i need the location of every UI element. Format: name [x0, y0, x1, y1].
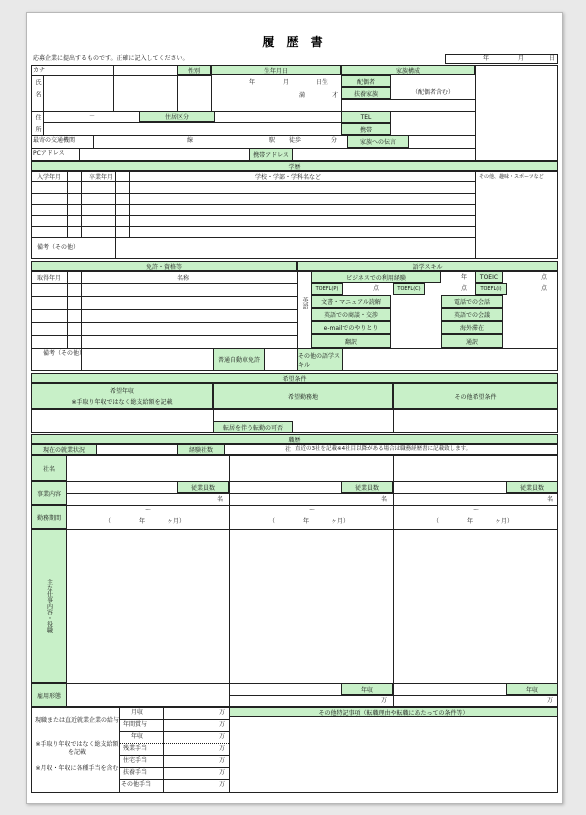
housing-unit: 万	[219, 757, 226, 764]
abroad-label: 海外滞在	[441, 321, 503, 334]
monthly-unit: 万	[219, 709, 226, 716]
birth-month: 月	[283, 79, 290, 86]
period-open-2: （	[269, 518, 276, 525]
english-label: 英語	[301, 297, 308, 309]
family-allowance-unit: 万	[219, 769, 226, 776]
period-month-1: ヶ月）	[167, 518, 186, 525]
relocation-label: 転居を伴う転勤の可否	[213, 421, 293, 433]
annual-label-1: 年収	[341, 683, 393, 695]
page-title: 履 歴 書	[262, 35, 327, 49]
employees-unit-1: 名	[217, 496, 224, 503]
station-suffix: 駅	[269, 137, 276, 144]
toeic-points: 点	[541, 274, 548, 281]
gender-input[interactable]	[178, 76, 210, 110]
duties-label: 主な仕事内容・役職	[31, 529, 67, 683]
business-content-label: 事業内容	[31, 481, 67, 505]
overtime-unit: 万	[219, 745, 226, 752]
mobile-address-label: 携帯アドレス	[249, 148, 293, 161]
negotiation-label: 英語での商談・交渉	[311, 308, 391, 321]
companies-count-label: 経験社数	[177, 444, 225, 455]
family-header: 家族構成	[341, 65, 475, 75]
period-year-3: 年	[467, 518, 474, 525]
annual-label-2: 年収	[506, 683, 558, 695]
employees-label-1: 従業員数	[177, 481, 229, 493]
period-tilde-1: ～	[145, 507, 152, 514]
phone-conversation-label: 電話での会話	[441, 295, 503, 308]
career-note: 直近の3社を記載※4社目以降がある場合は職務経歴書に記載致します。	[295, 446, 472, 452]
desired-salary-label	[31, 383, 213, 409]
date-month: 月	[518, 55, 525, 62]
docs-reading-label: 文書・マニュアル読解	[311, 295, 391, 308]
kana-label: カナ	[33, 67, 46, 74]
bonus-label: 年間賞与	[123, 721, 148, 728]
toefl-i-label: TOEFL(i)	[475, 283, 507, 295]
current-status-label: 現在の就業状況	[31, 444, 97, 455]
annual-unit-2: 万	[547, 697, 554, 704]
dependents-label: 扶養家族	[341, 87, 391, 99]
toefl-i-points: 点	[541, 285, 548, 292]
bonus-unit: 万	[219, 721, 226, 728]
monthly-label: 月収	[131, 709, 144, 716]
desired-header: 希望条件	[31, 373, 558, 383]
annual-salary-label: 年収	[131, 733, 144, 740]
hobbies-column: その他、趣味・スポーツなど	[479, 174, 544, 180]
period-open-1: （	[105, 518, 112, 525]
resume-sheet	[26, 12, 563, 804]
minutes-label: 分	[331, 137, 338, 144]
period-month-3: ヶ月）	[495, 518, 514, 525]
address-label: 住 所	[34, 114, 41, 132]
graduate-column: 卒業年月	[89, 174, 114, 181]
period-tilde-2: ～	[309, 507, 316, 514]
postal-dash: －	[89, 113, 96, 120]
age-full: 満	[299, 92, 306, 99]
acquired-column: 取得年月	[37, 275, 62, 282]
name-input[interactable]	[44, 76, 112, 110]
residence-type-label: 住居区分	[139, 111, 215, 122]
entry-column: 入学年月	[37, 174, 62, 181]
period-year-1: 年	[139, 518, 146, 525]
companies-count-unit: 社	[285, 446, 292, 453]
desired-location-label: 希望勤務地	[213, 383, 393, 409]
salary-note-2: ※月収・年収に各種手当を含む	[35, 765, 119, 772]
email-label: e-mailでのやりとり	[311, 321, 391, 334]
toefl-c-label: TOEFL(C)	[393, 283, 425, 295]
salary-note-1: ※手取り年収ではなく総支給額を記載	[35, 741, 119, 756]
dependents-note: （配偶者含む）	[412, 89, 455, 96]
overtime-label: 残業手当	[123, 745, 148, 752]
licenses-header: 免許・資格等	[31, 261, 297, 271]
gender-header: 性別	[177, 65, 211, 75]
other-allowance-unit: 万	[219, 781, 226, 788]
toefl-p-points: 点	[373, 285, 380, 292]
language-header: 語学スキル	[297, 261, 558, 271]
other-allowance-label: その他手当	[121, 781, 152, 788]
business-year: 年	[461, 274, 468, 281]
family-allowance-label: 扶養手当	[123, 769, 148, 776]
employment-type-label: 雇用形態	[31, 683, 67, 707]
desired-other-label: その他希望条件	[393, 383, 558, 409]
age-unit: 才	[332, 92, 339, 99]
other-notes-input[interactable]	[230, 718, 557, 792]
interpretation-label: 通訳	[441, 334, 503, 348]
meeting-label: 英語での会議	[441, 308, 503, 321]
period-month-2: ヶ月）	[331, 518, 350, 525]
desired-salary-note: ※手取り年収ではなく総支給額を記載	[71, 399, 173, 406]
birth-header: 生年月日	[211, 65, 341, 75]
desired-salary-title: 希望年収	[109, 388, 134, 395]
translation-label: 翻訳	[311, 334, 391, 348]
desired-input-area[interactable]	[31, 409, 558, 433]
housing-label: 住宅手当	[123, 757, 148, 764]
employees-unit-2: 名	[381, 496, 388, 503]
toefl-p-label: TOEFL(P)	[311, 283, 343, 295]
instruction-text: 応募企業に提出するものです。正確に記入してください。	[33, 55, 189, 62]
business-use-label: ビジネスでの利用経験	[311, 271, 441, 283]
walk-label: 徒歩	[289, 137, 302, 144]
employees-label-3: 従業員数	[506, 481, 558, 493]
date-year: 年	[483, 55, 490, 62]
spouse-label: 配偶者	[341, 75, 391, 87]
toefl-c-points: 点	[461, 285, 468, 292]
date-day: 日	[549, 55, 556, 62]
period-year-2: 年	[303, 518, 310, 525]
tel-label: TEL	[341, 111, 391, 123]
education-remarks-label: 備考（その他）	[37, 244, 80, 251]
other-notes-header: その他特記事項（転職理由や転職にあたっての条件等）	[229, 707, 558, 717]
toeic-label: TOEIC	[475, 271, 503, 283]
school-column: 学校・学部・学科名など	[255, 174, 322, 181]
company-name-label: 社名	[31, 455, 67, 481]
education-header: 学歴	[31, 161, 558, 171]
employees-label-2: 従業員数	[341, 481, 393, 493]
salary-current-label: 現職または直近就業企業の給与	[35, 717, 120, 724]
pc-address-label: PCアドレス	[33, 150, 65, 157]
period-tilde-3: ～	[473, 507, 480, 514]
date-field[interactable]	[445, 54, 558, 64]
career-header: 職歴	[31, 434, 558, 444]
car-license-label: 普通自動車免許	[213, 348, 265, 371]
period-open-3: （	[433, 518, 440, 525]
license-remarks-label: 備考（その他）	[43, 350, 86, 357]
station-label: 最寄の交通機関	[33, 137, 76, 144]
employees-unit-3: 名	[547, 496, 554, 503]
birth-year: 年	[249, 79, 256, 86]
birth-day: 日生	[316, 79, 329, 86]
name-label: 氏 名	[34, 79, 41, 97]
period-label: 勤務期間	[31, 505, 67, 529]
annual-salary-unit: 万	[219, 733, 226, 740]
family-message-label: 家族への伝言	[347, 135, 409, 148]
line-label: 線	[187, 137, 194, 144]
other-language-label: その他の語学スキル	[297, 348, 343, 371]
mobile-label: 携帯	[341, 123, 391, 135]
license-name-column: 名称	[177, 275, 190, 282]
annual-unit-1: 万	[381, 697, 388, 704]
